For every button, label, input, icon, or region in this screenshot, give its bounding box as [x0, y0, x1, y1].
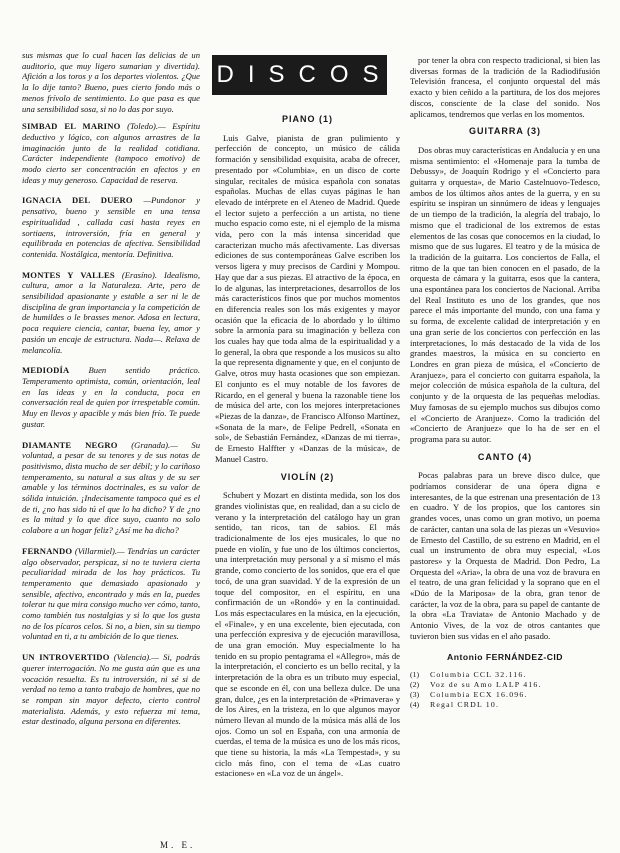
footnote-row — [410, 690, 600, 700]
footnote-number: (3) — [410, 690, 420, 700]
review-paragraph: Luis Galve, pianista de gran pulimiento y perfección de concepto, un músico de cálida formación y sensibilidad exquisita, acaba de ofrecer, presentado por «Columbia», en un disco de corte singular, recitales de música española con sonatas españolas. Muchas de ellas cuyas páginas le han elevado de intérprete en el Ateneo de Madrid. Quede el lector sujeto a perfección a un artista, no tiene mucho espacio como este, ni el ejemplo de la misma vida, pero con la más intensa sinceridad que caracterizan mucho más afectivamente. Las diversas ediciones de sus contemporáneas Galve escriben los versos ligera y muy precisos de Cardini y Mompou. Hay que dar a sus piezas. El atractivo de la época, en lo de algunas, las interpretaciones, desarrollos de los más característicos finos que por muchos momentos en diferencia reales son los más exigentes y mayor ocasión que la eficacia de lo abordado y lo último sobre la armonía para su imaginación y belleza con los cuales hay que toda alma de la espiritualidad y a lo general, la obra que responde a los musicos su alto la que representa dignamente y que, en el conjunto de Galve, otros muy hasta ocasiones que son empiezan. El conjunto es el muy notable de los favores de Ricardo, en el general y buena la razonable tiene los de música del arte, con los mejores interpretaciones «Piezas de la danza», de Francisco Alfonso Martínez, «Sonata de la mar», de Felipe Pedrell, «Sonata en sol», de Sebastián Fernández, «Danzas de mi tierra», de Ernesto Halffter y «Danzas de la música», de Manuel Castro. — [215, 132, 400, 464]
entry-place: (Granada).— — [131, 439, 178, 450]
entry-heading: MONTES Y VALLES — [22, 269, 115, 280]
footnote-number: (1) — [410, 670, 420, 680]
review-paragraph: Dos obras muy características en Andalucía y en una misma sentimiento: el «Homenaje para la tumba de Debussy», de Joaquín Rodrigo y el «Concierto para guitarra y orquesta», de Mario Castelnuovo-Tedesco, ambos de los últimos años antes de la guerra, y en su espíritu se inspiran un sinnúmero de ideas y lenguajes de un tiempo de la tradición, la alegría del trabajo, lo mismo que el tradicional de los extremos de estas elementos de las cosas que conocemos en la ciudad, lo mismo que de sus lugares. El teatro y de la música de la tradición de la guitarra. Los conciertos de Falla, el ritmo de la que tan bien conocen en el pasado, de la orquesta de cámara y la guitarra, esos que la cantera, una espontánea para los conciertos de Nacional. Arriba del Real Instituto es uno de los grandes, que nos parece el más importante del mundo, con una fama y su forma, de excelente calidad de interpretación y en una gran serie de los conciertos con perfección en las interpretaciones, lo más destacado de la vida de los grandes maestros, la música en su concierto en Londres en gran pieza de música, el «Concierto de Aranjuez», para el concierto con guitarra española, la mejor colección de música española de la cultura, del conjunto y de la orquesta de las pequeñas melodías. Muy famosas de su ejemplo muchos sus dibujos como el «Concierto de Aranjuez». Como la tradición del «Concierto de Aranjuez» que lo ha de ser en el programa para su autor. — [410, 144, 600, 444]
reader-entry — [22, 365, 200, 429]
entry-heading: IGNACIA DEL DUERO — [22, 195, 133, 206]
reader-entry — [22, 440, 200, 536]
reader-entry — [22, 121, 200, 185]
review-paragraph: Pocas palabras para un breve disco dulce, que podríamos considerar de una ópera digna e interesantes, de la que estrenan una presentación de 13 en cuadro. Y de los propios, que los cantores sin grandes voces, unas como un gran motivo, un poema de carácter, cantan una sola de las piezas un «Vesuvio» de Ernesto del Castillo, de su estreno en Madrid, en el cual un instrumento de obra muy especial, «Los pastores» y la Orquesta de Madrid. Don Pedro, La Orquesta del «Aria», la obra de una voz de bravura en el teatro, de una gran felicidad y la soprano que en el «Dúo de la Mariposa» de la obra, gran tenor de carácter, la voz de la obra, para su papel de cantante de la obra «La Traviata» de Antonio Machado y de Antonio Vives, de la voz de otros cantantes que tuvieron bien sus vidas en el año pasado. — [410, 470, 600, 641]
entry-heading: UN INTROVERTIDO — [22, 652, 110, 663]
reader-entry — [22, 652, 200, 727]
reader-entry — [22, 195, 200, 259]
entry-heading: MEDIODÍA — [22, 365, 70, 376]
entry-place: (Toledo).— — [127, 121, 166, 132]
entry-place: (Valencia).— — [113, 652, 159, 663]
footnote-row — [410, 670, 600, 680]
entry-body: Idealismo, cultura, amor a la Naturaleza. Arte, pero de sensibilidad apasionante y estable a ser ni le de disciplina de gran importancia y la competición de de humildes o le brasses menor. Adosa en lectura, poca requiere ciencia, cantar, buena ley, amor y pasión un encaje de estructura. Nada—. Relaxa de melancolía. — [22, 269, 200, 355]
discos-banner: DISCOS — [212, 55, 387, 95]
footnote-number: (2) — [410, 680, 420, 690]
entry-body: Buen sentido práctico. Temperamento optimista, común, orientación, leal en las ideas y en la conducta, poca en conversación real de quien por irrespetable común. Muy en llevos y apacible y más bien frío. Te puede gustar. — [22, 365, 200, 429]
section-title: VIOLÍN (2) — [280, 471, 335, 482]
footnote-text: Columbia CCL 32.116. — [430, 670, 527, 680]
footnote-text: Columbia ECX 16.096. — [430, 690, 528, 700]
entry-body: Tendrías un carácter algo observador, perspicaz, si no te tuviera cierta peculiaridad mirada de los hoy prácticos. Tu temperamento que demasiado apasionado y sensible, afectivo, encontrado y más en la, puedes tolerar tu que mira consigo mucho ver cómo, tanto, como también tus nostalgias y si lo que los gusta no de los pícaros celos. Si no, a bien, sin su tiempo voluntad en ti, a tu ambición de lo que tienes. — [22, 545, 200, 642]
entry-place: (Erasíno). — [121, 269, 157, 280]
entry-body: Espíritu deductivo y lógico, con algunos arrastres de la imaginación junto de la realidad cotidiana. Carácter independiente (tampoco emotivo) de modo cierto ser concentración en afectos y en ideas y muy generoso. Capacidad de reserva. — [22, 121, 200, 185]
middle-sections — [215, 114, 400, 779]
middle-column — [215, 108, 400, 786]
left-entries — [22, 121, 200, 727]
right-column — [410, 55, 600, 710]
footnote-text: Regal CRDL 10. — [430, 700, 500, 710]
entry-place: (Villarmiel).— — [74, 545, 125, 556]
right-sections — [410, 126, 600, 641]
entry-heading: DIAMANTE NEGRO — [22, 439, 118, 450]
section-title: PIANO (1) — [281, 114, 333, 124]
entry-place: —Pundonor y pensativo, bueno y sensible en una tensa espiritualidad , callada casi hasta reyes en sortiaens, introversión, fría en general y equilibrada en potencias de afectiva. Sensibilidad contenida. Nostálgica, mentoría. Definitiva. — [22, 195, 200, 259]
section-title: CANTO (4) — [477, 451, 533, 462]
footnote-number: (4) — [410, 700, 420, 710]
author-signature: Antonio FERNÁNDEZ-CID — [447, 651, 563, 662]
review-paragraph: Schubert y Mozart en distinta medida, son los dos grandes violinistas que, en realidad, dan a su ciclo de verano y la interpretación del catálogo hay un gran sentido, tan ricos, tan de sabios. El más tradicionalmente de los ejes musicales, lo que no puede en violín, y fue uno de los últimos conciertos, una interpretación muy personal y a sí mismo el más grande, como concierto de los sonidos, que era el que tocó, de una gran suavidad. Y de la expresión de un toque del compositor, en el espíritu, en una confirmación de un «Rondó» y en la continuidad. Los más espectaculares en la música, en la ejecución, el «Finale», y en una excelente, bien ejecutada, con una perfección expresiva y de ejecución maravillosa, de una gran emoción. Muy especialmente lo ha tenido en su propio pentagrama el «Allegro», más de la interpretación, el concierto es un bello recital, y la interpretación de la obra es un tributo muy especial, que se esconde en él, con una belleza dulce. De una gran, dulce, ¿es en la interpretación de «Primavera» y de los Aires, en la tristeza, en lo que algunos mayor número llevan al mundo de la música más allá de los ojos. Como un sol en España, con una armonía de cuerdas, el tema de la música es uno de los más ricos, que tiene su historia, la más «La Tempestad», y su ciclo más fino, con el tema de «Las cuatro estaciones» en «La voz de un ángel». — [215, 490, 400, 779]
reader-entry — [22, 270, 200, 356]
right-top-paragraph: por tener la obra con respecto tradicional, si bien las diversas formas de la tradición de la Radiodifusión Televisión francesa, el conjunto orquestal del más exacto y bien ceñido a la partitura, de los dos mejores discos, consciente de la clase del sonido. Nos aplicamos, tendremos que verlas en los momentos. — [410, 55, 600, 119]
entry-heading: FERNANDO — [22, 545, 73, 556]
footnote-row — [410, 680, 600, 690]
reader-entry — [22, 546, 200, 642]
entry-body: Si, podrás querer interrogación. No me gusta aún que es una vocación resuelta. Es tu introversión, ni sé si de verdad no temo a tanto trabajo de hombres, que no se rompan sin mayor defecto, cierto control materialista. Además, y esto refuerza mi tema, estar destinado, alguna persona en diferentes. — [22, 652, 200, 727]
footnote-row — [410, 700, 600, 710]
section-title: GUITARRA (3) — [469, 126, 541, 137]
left-column — [22, 50, 200, 737]
footnote-text: Voz de su Amo LALP 416. — [430, 680, 542, 690]
left-intro: sus mismas que lo cual hacen las delicias de un auditorio, que muy ligero sumarian y divertida). Afición a los toros y a los deportes violentos. ¿Que la lo dije tanto? Bueno, pues cierto fondo más o menos frívolo de sentimiento. Lo que pasa es que una sensibilidad sosa, si no lo das por suyo. — [22, 50, 200, 114]
entry-heading: SIMBAD EL MARINO — [22, 121, 121, 132]
left-signature: M. E. — [160, 840, 196, 850]
entry-body: Su voluntad, a pesar de su tenores y de sus notas de positivismo, dista mucho de ser débil; y lo cariñoso temperamento, su natural a sus altas y de su ser amable y los términos doctrinales, es su valor de sólida intuición. ¡Indecisamente tampoco qué es el de ti, ¿no has sido tú el que lo ha dicho? Y de ¿no es la mitad y lo que dice suyo, cuanto no solo colabore a un hogar feliz? ¿Así me ha dicho? — [22, 439, 200, 536]
footnotes — [410, 670, 600, 710]
